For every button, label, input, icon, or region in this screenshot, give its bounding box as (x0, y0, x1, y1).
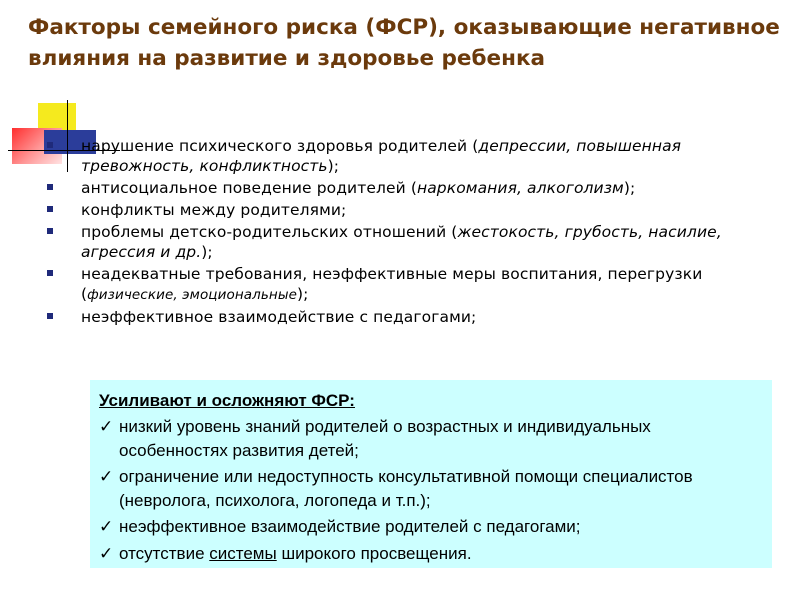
square-bullet-icon (47, 313, 53, 319)
list-item-text: конфликты между родителями; (81, 201, 347, 219)
list-item-text: отсутствие (119, 543, 210, 563)
risk-factor-list (46, 136, 786, 329)
checkmark-icon: ✓ (99, 517, 114, 536)
list-item (46, 200, 786, 220)
list-item (99, 542, 762, 566)
list-item-text: низкий уровень знаний родителей о возрастных и индивидуальных особенностях развития детей; (119, 417, 651, 460)
square-bullet-icon (47, 184, 53, 190)
checkmark-icon: ✓ (99, 543, 114, 563)
systems-link[interactable]: системы (209, 543, 277, 563)
list-item-text: проблемы детско-родительских отношений ( (81, 223, 458, 241)
box-heading: Усиливают и осложняют ФСР: (99, 391, 355, 410)
list-item-note: жестокость, грубость, насилие, агрессия и др. (81, 223, 722, 261)
list-item (99, 515, 762, 539)
square-bullet-icon (47, 142, 53, 148)
list-item (46, 178, 786, 198)
list-item-text: неэффективное взаимодействие с педагогами; (81, 308, 477, 326)
list-item-tail: ); (327, 157, 340, 175)
list-item-text: неэффективное взаимодействие родителей с педагогами; (119, 517, 581, 536)
list-item-tail: ); (297, 285, 309, 303)
list-item (99, 465, 762, 512)
list-item-text: нарушение психического здоровья родителей ( (81, 137, 479, 155)
square-bullet-icon (47, 206, 53, 212)
list-item-text: антисоциальное поведение родителей ( (81, 179, 417, 197)
square-bullet-icon (47, 228, 53, 234)
list-item (46, 307, 786, 327)
list-item (46, 136, 786, 176)
list-item-tail: ); (201, 243, 213, 261)
list-item-text: ограничение или недоступность консультативной помощи специалистов (невролога, психолога, логопеда и т.п.); (119, 467, 693, 510)
list-item (99, 415, 762, 462)
list-item (46, 264, 786, 305)
aggravating-factors-box (90, 380, 772, 568)
list-item (46, 222, 786, 262)
list-item-text: неадекватные требования, неэффективные меры воспитания, перегрузки ( (81, 265, 703, 303)
list-item-note: физические, эмоциональные (87, 287, 297, 303)
list-item-note: депрессии, повышенная тревожность, конфликтность (81, 137, 682, 175)
list-item-note: наркомания, алкоголизм (416, 179, 624, 197)
list-item-tail: ); (623, 179, 636, 197)
checkmark-icon: ✓ (99, 467, 114, 486)
checkmark-icon: ✓ (99, 417, 114, 436)
slide-title: Факторы семейного риска (ФСР), оказывающие негативное влияния на развитие и здоровье ребенка (28, 15, 780, 71)
aggravating-list (99, 415, 762, 565)
square-bullet-icon (47, 270, 53, 276)
list-item-tail: широкого просвещения. (276, 543, 472, 563)
